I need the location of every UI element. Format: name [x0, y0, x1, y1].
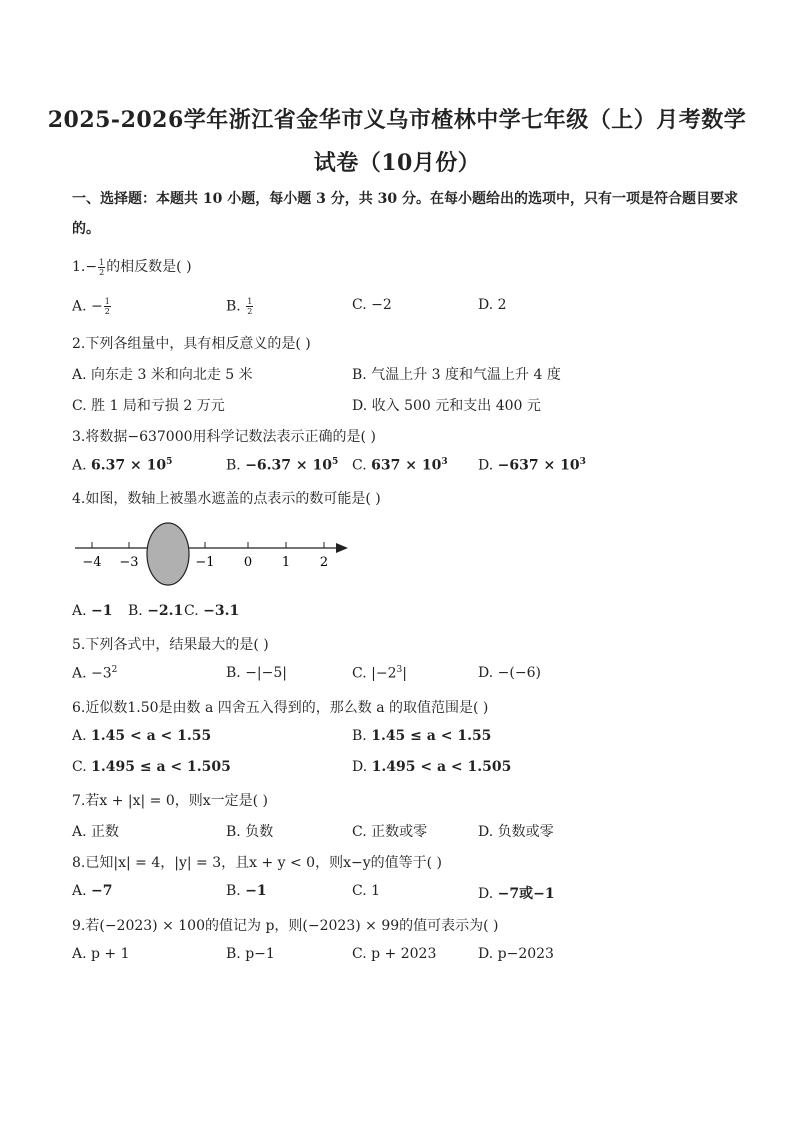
question-7-option-c: C. 正数或零 — [352, 824, 428, 840]
question-1-option-a: A. − $\frac{1}{2}$ — [72, 297, 110, 316]
question-2-option-a: A. 向东走 3 米和向北走 5 米 — [72, 367, 253, 383]
tick-label-0: 0 — [243, 555, 253, 570]
question-4-option-b: B. −2.1 — [128, 603, 184, 619]
ink-blot — [147, 523, 189, 585]
question-2-option-b: B. 气温上升 3 度和气温上升 4 度 — [352, 367, 561, 383]
question-4-stem: 4.如图，数轴上被墨水遮盖的点表示的数可能是( ) — [72, 491, 381, 507]
question-9-option-d: D. p−2023 — [478, 946, 554, 962]
question-1-option-d: D. 2 — [478, 297, 507, 313]
tick-label-neg4: −4 — [82, 555, 102, 570]
question-3-option-c: C. $637 \times 10^3$ — [352, 457, 448, 474]
question-5-stem: 5.下列各式中，结果最大的是( ) — [72, 637, 269, 653]
question-3-option-d: D. $-637 \times 10^3$ — [478, 457, 586, 474]
question-9-stem: 9.若(−2023) × 100的值记为 p，则(−2023) × 99的值可表示为( ) — [72, 918, 499, 934]
number-line-arrow — [336, 543, 348, 553]
question-5-option-c: C. $|-2^3|$ — [352, 665, 407, 682]
question-8-option-a: A. −7 — [72, 883, 113, 899]
question-7-option-d: D. 负数或零 — [478, 824, 554, 840]
tick-label-neg1: −1 — [195, 555, 215, 570]
question-6-option-b: B. 1.45 ≤ a < 1.55 — [352, 728, 492, 744]
question-3-option-b: B. $-6.37 \times 10^5$ — [226, 457, 339, 474]
question-7-option-b: B. 负数 — [226, 824, 274, 840]
section-heading-cont: 的。 — [72, 221, 100, 237]
number-line-figure — [70, 520, 360, 590]
tick-label-neg3: −3 — [119, 555, 139, 570]
question-3-stem: 3.将数据−637000用科学记数法表示正确的是( ) — [72, 429, 376, 445]
section-heading: 一、选择题：本题共 10 小题，每小题 3 分，共 30 分。在每小题给出的选项中，只有一项是符合题目要求 — [72, 191, 738, 207]
question-7-stem: 7.若x + |x| = 0，则x一定是( ) — [72, 793, 269, 809]
question-3-option-a: A. $6.37 \times 10^5$ — [72, 457, 173, 474]
tick-label-1: 1 — [281, 555, 291, 570]
question-9-option-b: B. p−1 — [226, 946, 275, 962]
question-1-option-b: B. $\frac{1}{2}$ — [226, 297, 253, 316]
exam-title-line1: 2025-2026学年浙江省金华市义乌市楂林中学七年级（上）月考数学 — [47, 107, 747, 133]
question-2-option-c: C. 胜 1 局和亏损 2 万元 — [72, 398, 225, 414]
question-4-option-c: C. −3.1 — [184, 603, 240, 619]
question-1-stem: 1.− $\frac{1}{2}$ 的相反数是( ) — [72, 257, 192, 277]
question-8-option-c: C. 1 — [352, 883, 381, 899]
question-2-option-d: D. 收入 500 元和支出 400 元 — [352, 398, 541, 414]
question-5-option-d: D. −(−6) — [478, 665, 541, 681]
question-6-option-d: D. 1.495 < a < 1.505 — [352, 759, 512, 775]
question-2-stem: 2.下列各组量中，具有相反意义的是( ) — [72, 336, 311, 352]
question-5-option-a: A. $-3^2$ — [72, 665, 118, 682]
question-6-option-a: A. 1.45 < a < 1.55 — [72, 728, 212, 744]
question-6-option-c: C. 1.495 ≤ a < 1.505 — [72, 759, 231, 775]
question-4-option-a: A. −1 — [72, 603, 113, 619]
question-9-option-c: C. p + 2023 — [352, 946, 437, 962]
question-1-option-c: C. −2 — [352, 297, 392, 313]
tick-label-2: 2 — [319, 555, 329, 570]
question-7-option-a: A. 正数 — [72, 824, 120, 840]
question-6-stem: 6.近似数1.50是由数 a 四舍五入得到的，那么数 a 的取值范围是( ) — [72, 700, 489, 716]
question-8-stem: 8.已知|x| = 4，|y| = 3，且x + y < 0，则x−y的值等于( ) — [72, 855, 442, 871]
question-8-option-d: D. −7或−1 — [478, 886, 555, 902]
question-5-option-b: B. −|−5| — [226, 665, 288, 681]
question-9-option-a: A. p + 1 — [72, 946, 130, 962]
question-8-option-b: B. −1 — [226, 883, 267, 899]
exam-title-line2: 试卷（10月份） — [313, 150, 481, 176]
